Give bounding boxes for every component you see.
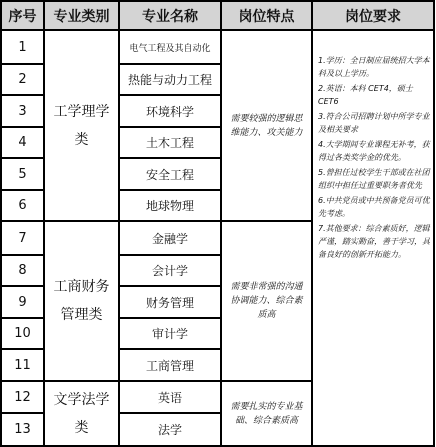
row-line-seq (0, 380, 45, 382)
row-line-seq (0, 94, 45, 96)
row-line-seq (0, 126, 45, 128)
row-number: 11 (14, 357, 31, 373)
column-line (0, 0, 2, 447)
category-label-line2: 类 (74, 419, 89, 436)
major-name: 电气工程及其自动化 (129, 43, 211, 54)
row-line-category (43, 380, 120, 382)
major-name: 英语 (157, 390, 182, 405)
requirement-item: 6.中共党员或中共预备党员可优先考虑。 (318, 196, 430, 218)
row-number: 5 (18, 166, 27, 182)
row-number: 9 (18, 294, 27, 310)
requirement-item: 7.其他要求：综合素质好，逻辑严谨，踏实勤奋，善于学习，具备良好的创新开拓能力。 (318, 224, 430, 259)
requirement-item: 1.学历：全日制应届统招大学本科及以上学历。 (318, 56, 430, 78)
row-number: 12 (14, 389, 31, 405)
major-name: 工商管理 (145, 358, 194, 373)
column-line (433, 0, 435, 447)
row-number: 4 (18, 135, 27, 150)
category-label-line1: 工学理学 (53, 103, 110, 120)
requirements-cell (312, 30, 434, 446)
row-line-major (118, 63, 222, 65)
category-label-line2: 管理类 (60, 307, 103, 323)
row-line-seq (0, 157, 45, 159)
row-line-seq (0, 285, 45, 287)
major-name: 法学 (157, 423, 182, 437)
features-cell: 需要扎实的专业基础、综合素质高 (230, 401, 303, 426)
row-number: 1 (18, 39, 27, 55)
row-line-category (43, 220, 120, 222)
row-number: 10 (14, 326, 31, 341)
border-bottom (0, 445, 435, 447)
row-line-seq (0, 412, 45, 414)
row-line-major (118, 317, 222, 319)
column-line (220, 0, 222, 447)
major-name: 环境科学 (145, 104, 194, 119)
requirement-item: 3.符合公司招聘计划中所学专业及相关要求 (318, 112, 430, 134)
header-seq: 序号 (1, 1, 44, 30)
major-name: 安全工程 (145, 167, 194, 182)
features-cell: 需要较强的逻辑思维能力、攻关能力 (230, 113, 303, 138)
header-major: 专业名称 (119, 1, 221, 30)
row-line-major (118, 348, 222, 350)
row-line-seq (0, 254, 45, 256)
row-line-major (118, 380, 222, 382)
header-category: 专业类别 (44, 1, 119, 30)
column-line (311, 0, 313, 447)
row-line-major (118, 189, 222, 191)
major-name: 地球物理 (145, 199, 194, 213)
row-line-seq (0, 348, 45, 350)
row-line-seq (0, 220, 45, 222)
row-line-features (220, 220, 313, 222)
requirement-item: 2.英语：本科 CET4，硕士 CET6 (318, 84, 413, 106)
major-name: 金融学 (151, 231, 188, 246)
row-number: 8 (18, 263, 27, 278)
category-cell (44, 30, 119, 221)
row-number: 2 (18, 72, 27, 87)
category-label-line2: 类 (74, 131, 89, 148)
major-name: 热能与动力工程 (127, 73, 212, 87)
row-number: 6 (18, 198, 27, 213)
requirement-item: 4.大学期间专业课程无补考，获得过各类奖学金的优先。 (318, 140, 430, 162)
row-line-major (118, 157, 222, 159)
category-cell (44, 381, 119, 446)
row-number: 7 (18, 230, 27, 246)
row-line-major (118, 254, 222, 256)
category-label-line1: 工商财务 (53, 279, 110, 295)
category-label-line1: 文学法学 (53, 391, 110, 408)
row-line-seq (0, 189, 45, 191)
category-cell (44, 221, 119, 381)
row-line-major (118, 220, 222, 222)
column-line (43, 0, 45, 447)
header-features: 岗位特点 (221, 1, 312, 30)
requirement-item: 5.曾担任过校学生干部或在社团组织中担任过重要职务者优先 (318, 168, 430, 190)
row-line-features (220, 380, 313, 382)
major-name: 会计学 (151, 264, 188, 278)
row-line-major (118, 412, 222, 414)
row-line-major (118, 94, 222, 96)
row-line-major (118, 126, 222, 128)
header-bottom-line (0, 29, 435, 31)
features-cell: 需要非常强的沟通协调能力、综合素质高 (230, 282, 303, 320)
border-top (0, 0, 435, 2)
major-name: 审计学 (151, 327, 188, 341)
row-number: 13 (14, 422, 31, 437)
major-name: 财务管理 (145, 295, 194, 310)
row-line-seq (0, 63, 45, 65)
row-line-seq (0, 317, 45, 319)
column-line (118, 0, 120, 447)
row-line-major (118, 285, 222, 287)
major-name: 土木工程 (145, 136, 194, 150)
row-number: 3 (18, 103, 27, 119)
header-requirements: 岗位要求 (312, 1, 434, 30)
